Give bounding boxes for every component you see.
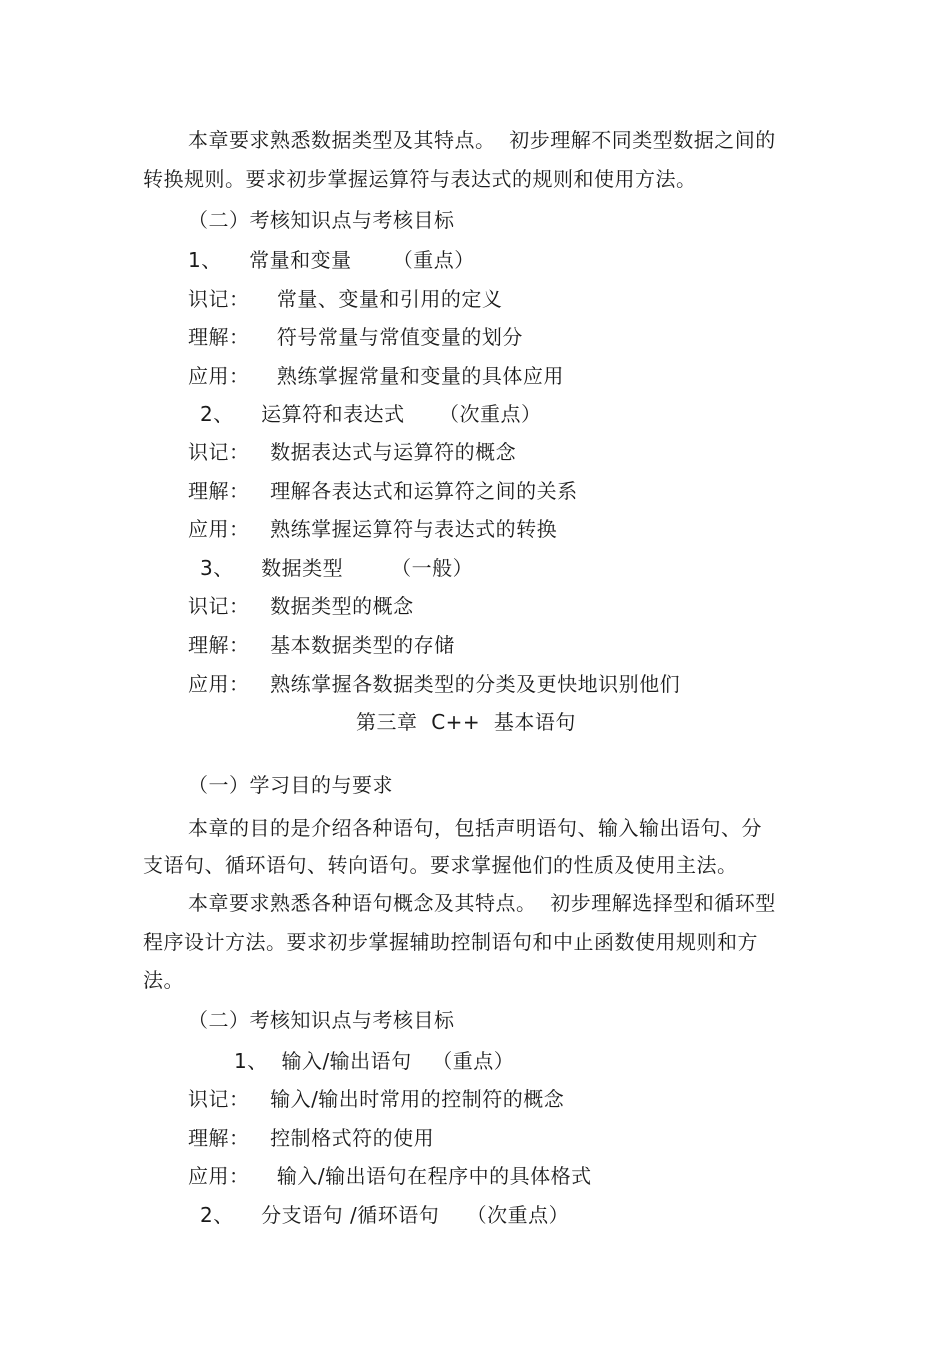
objective-line: 理解： 控制格式符的使用: [188, 1126, 435, 1150]
knowledge-point-heading: 1、 常量和变量 （重点）: [188, 248, 475, 272]
section-heading: （二）考核知识点与考核目标: [188, 208, 455, 232]
objective-line: 应用： 熟练掌握常量和变量的具体应用: [188, 364, 564, 388]
paragraph-line: 程序设计方法。要求初步掌握辅助控制语句和中止函数使用规则和方: [143, 930, 758, 954]
knowledge-point-heading: 2、 分支语句 /循环语句 （次重点）: [200, 1203, 570, 1227]
objective-line: 应用： 熟练掌握各数据类型的分类及更快地识别他们: [188, 672, 681, 696]
objective-line: 识记： 常量、变量和引用的定义: [188, 287, 503, 311]
objective-line: 应用： 输入/输出语句在程序中的具体格式: [188, 1164, 592, 1188]
section-heading: （一）学习目的与要求: [188, 773, 393, 797]
paragraph-line: 支语句、循环语句、转向语句。要求掌握他们的性质及使用主法。: [143, 853, 738, 877]
paragraph-line: 本章要求熟悉各种语句概念及其特点。 初步理解选择型和循环型: [188, 891, 776, 915]
paragraph-line: 本章要求熟悉数据类型及其特点。 初步理解不同类型数据之间的: [188, 128, 776, 152]
paragraph-line: 法。: [143, 968, 184, 992]
knowledge-point-heading: 1、 输入/输出语句 （重点）: [234, 1049, 515, 1073]
objective-line: 识记： 数据表达式与运算符的概念: [188, 440, 517, 464]
section-heading: （二）考核知识点与考核目标: [188, 1008, 455, 1032]
objective-line: 识记： 输入/输出时常用的控制符的概念: [188, 1087, 565, 1111]
objective-line: 理解： 符号常量与常值变量的划分: [188, 325, 523, 349]
chapter-title: 第三章 C++ 基本语句: [356, 710, 576, 734]
objective-line: 理解： 理解各表达式和运算符之间的关系: [188, 479, 578, 503]
objective-line: 理解： 基本数据类型的存储: [188, 633, 455, 657]
knowledge-point-heading: 3、 数据类型 （一般）: [200, 556, 474, 580]
objective-line: 识记： 数据类型的概念: [188, 594, 414, 618]
paragraph-line: 转换规则。要求初步掌握运算符与表达式的规则和使用方法。: [143, 167, 697, 191]
knowledge-point-heading: 2、 运算符和表达式 （次重点）: [200, 402, 542, 426]
paragraph-line: 本章的目的是介绍各种语句，包括声明语句、输入输出语句、分: [188, 816, 762, 840]
objective-line: 应用： 熟练掌握运算符与表达式的转换: [188, 517, 558, 541]
